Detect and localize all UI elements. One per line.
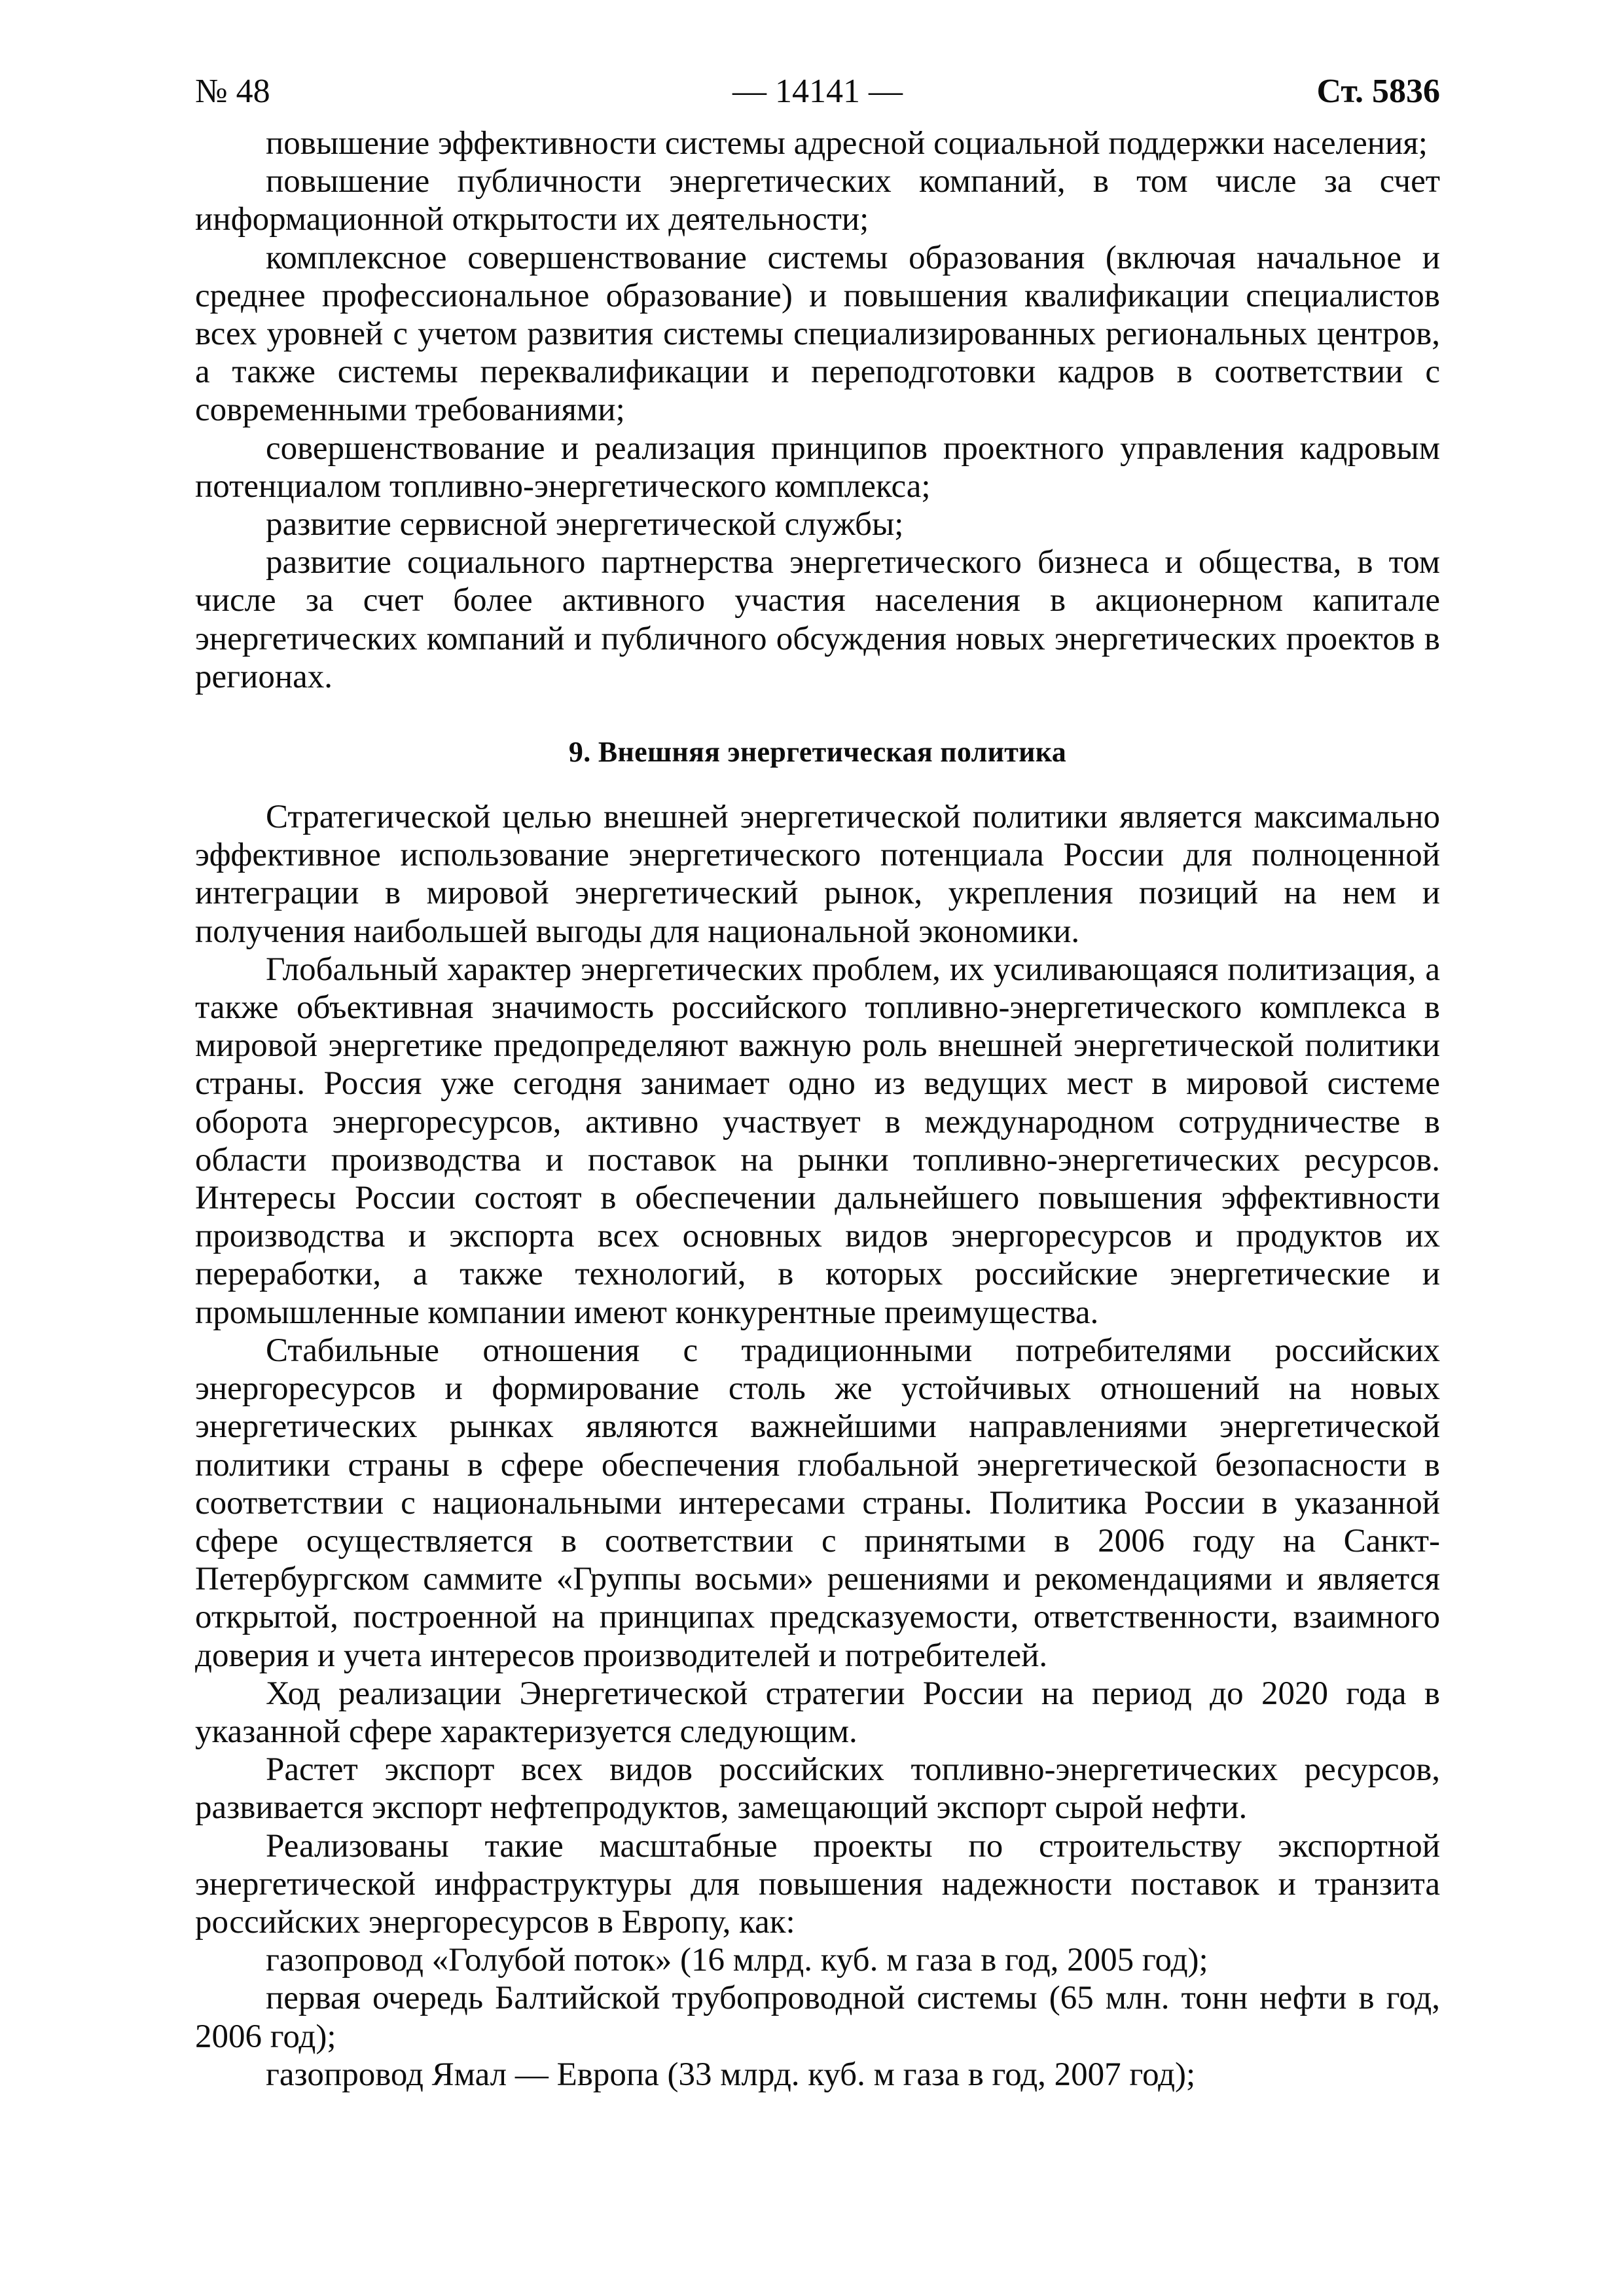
section-body xyxy=(195,798,1440,2094)
paragraph: Реализованы такие масштабные проекты по строительству экспортной энергетической инфраструктуры для повышения надежности поставок и транзита российских энергоресурсов в Европу, как: xyxy=(195,1827,1440,1941)
document-page xyxy=(195,65,1440,2094)
list-item: газопровод «Голубой поток» (16 млрд. куб. м газа в год, 2005 год); xyxy=(266,1942,1208,1979)
paragraph: Глобальный характер энергетических проблем, их усиливающаяся политизация, а также объективная значимость российского топливно-энергетического комплекса в мировой энергетике предопределяют важную роль внешней энергетической политики страны. Россия уже сегодня занимает одно из ведущих мест в мировой системе оборота энергоресурсов, активно участвует в международном сотрудничестве в области производства и поставок на рынки топливно-энергетических ресурсов. Интересы России состоят в обеспечении дальнейшего повышения эффективности производства и экспорта всех основных видов энергоресурсов и продуктов их переработки, а также технологий, в которых российские энергетические и промышленные компании имеют конкурентные преимущества. xyxy=(195,951,1440,1331)
paragraph: повышение публичности энергетических компаний, в том числе за счет информационной открытости их деятельности; xyxy=(195,163,1440,238)
page-header xyxy=(195,65,1440,124)
list-item: газопровод Ямал — Европа (33 млрд. куб. м газа в год, 2007 год); xyxy=(266,2056,1196,2093)
list-item: первая очередь Балтийской трубопроводной системы (65 млн. тонн нефти в год, 2006 год); xyxy=(195,1980,1440,2055)
paragraph: комплексное совершенствование системы образования (включая начальное и среднее профессиональное образование) и повышения квалификации специалистов всех уровней с учетом развития системы специализированных региональных центров, а также системы переквалификации и переподготовки кадров в соответствии с современными требованиями; xyxy=(195,239,1440,429)
paragraph: Растет экспорт всех видов российских топливно-энергетических ресурсов, развивается экспорт нефтепродуктов, замещающий экспорт сырой нефти. xyxy=(195,1751,1440,1827)
paragraph: Стабильные отношения с традиционными потребителями российских энергоресурсов и формирование столь же устойчивых отношений на новых энергетических рынках являются важнейшими направлениями энергетической политики страны в сфере обеспечения глобальной энергетической безопасности в соответствии с национальными интересами страны. Политика России в указанной сфере осуществляется в соответствии с принятыми в 2006 году на Санкт-Петербургском саммите «Группы восьми» решениями и рекомендациями и является открытой, построенной на принципах предсказуемости, ответственности, взаимного доверия и учета интересов производителей и потребителей. xyxy=(195,1332,1440,1674)
issue-number: № 48 xyxy=(195,73,270,110)
paragraph: развитие социального партнерства энергетического бизнеса и общества, в том числе за счет более активного участия населения в акционерном капитале энергетических компаний и публичного обсуждения новых энергетических проектов в регионах. xyxy=(195,544,1440,695)
paragraph: Стратегической целью внешней энергетической политики является максимально эффективное использование энергетического потенциала России для полноценной интеграции в мировой энергетический рынок, укрепления позиций на нем и получения наибольшей выгоды для национальной экономики. xyxy=(195,799,1440,950)
paragraph: повышение эффективности системы адресной социальной поддержки населения; xyxy=(266,125,1428,162)
paragraph: Ход реализации Энергетической стратегии России на период до 2020 года в указанной сфере характеризуется следующим. xyxy=(195,1675,1440,1750)
article-number: Ст. 5836 xyxy=(1316,73,1440,110)
page-number: — 14141 — xyxy=(732,73,903,110)
paragraph: совершенствование и реализация принципов проектного управления кадровым потенциалом топливно-энергетического комплекса; xyxy=(195,429,1440,505)
document-body xyxy=(195,124,1440,2094)
paragraph: развитие сервисной энергетической службы; xyxy=(266,506,904,543)
section-title: 9. Внешняя энергетическая политика xyxy=(568,736,1067,769)
